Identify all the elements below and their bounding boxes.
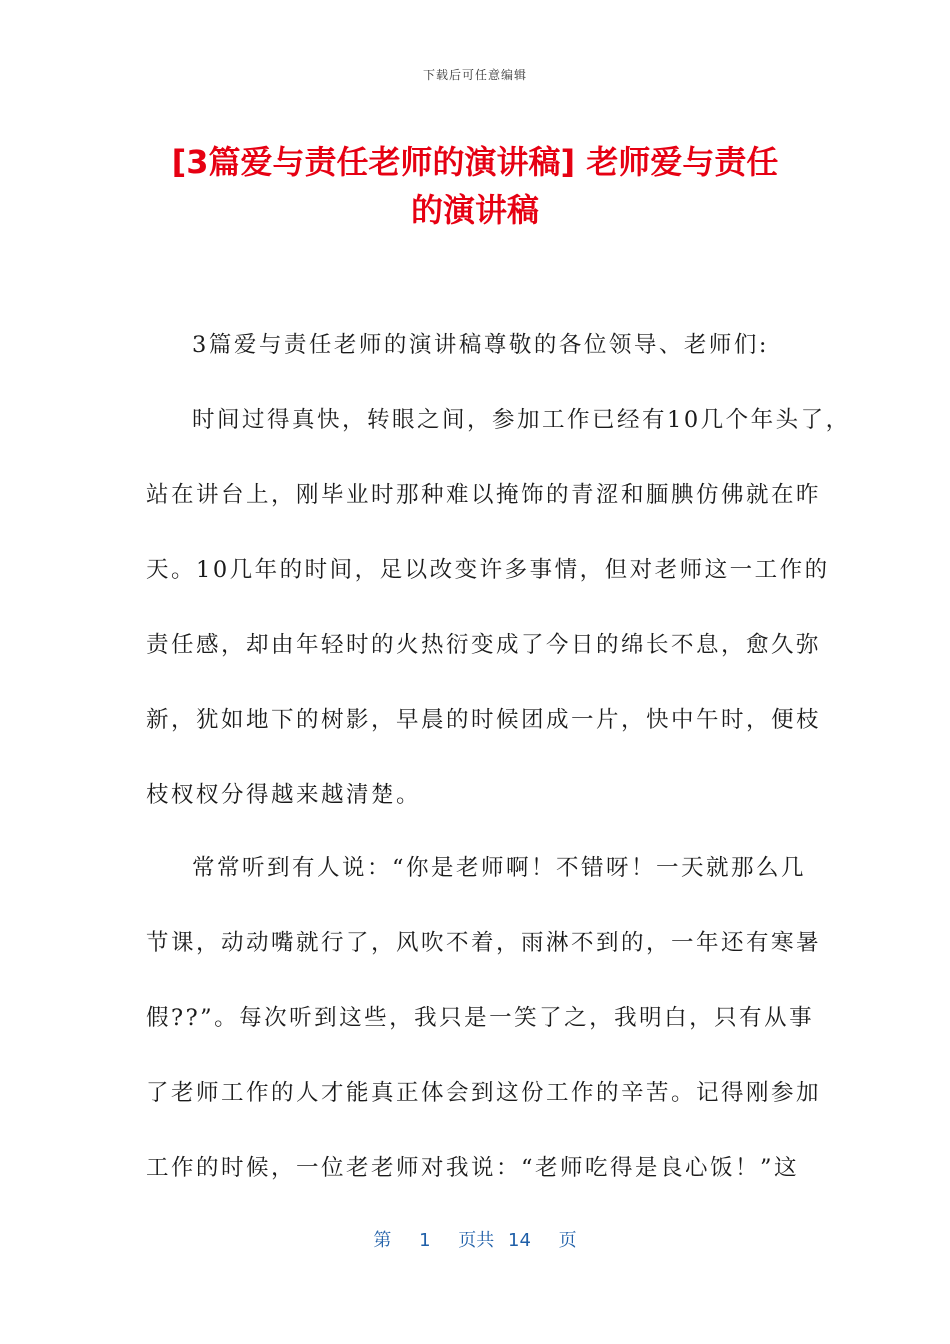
page-footer	[0, 1226, 950, 1252]
body-line: 常常听到有人说：“你是老师啊！不错呀！一天就那么几	[192, 855, 807, 881]
header-note: 下载后可任意编辑	[422, 68, 527, 82]
title-line-2: 的演讲稿	[410, 191, 539, 229]
body-line: 时间过得真快，转眼之间，参加工作已经有10几个年头了，	[192, 407, 851, 433]
body-line: 假??”。每次听到这些，我只是一笑了之，我明白，只有从事	[146, 1005, 815, 1031]
page-suffix: 页	[558, 1230, 577, 1251]
body-line: 责任感，却由年轻时的火热衍变成了今日的绵长不息，愈久弥	[146, 632, 822, 658]
title-line-1: [3篇爱与责任老师的演讲稿] 老师爱与责任	[171, 143, 779, 181]
page-prefix: 第	[373, 1230, 392, 1251]
total-pages-number: 14	[508, 1230, 531, 1251]
document-title	[120, 138, 830, 234]
body-line: 枝杈杈分得越来越清楚。	[146, 782, 422, 808]
body-line: 站在讲台上，刚毕业时那种难以掩饰的青涩和腼腆仿佛就在昨	[146, 482, 822, 508]
page-mid-label: 页共	[458, 1230, 495, 1251]
body-line: 节课，动动嘴就行了，风吹不着，雨淋不到的，一年还有寒暑	[146, 930, 822, 956]
body-line: 新，犹如地下的树影，早晨的时候团成一片，快中午时，便枝	[146, 707, 822, 733]
body-line: 3篇爱与责任老师的演讲稿尊敬的各位领导、老师们:	[192, 332, 769, 358]
body-line: 工作的时候，一位老老师对我说：“老师吃得是良心饭！”这	[146, 1155, 800, 1181]
current-page-number: 1	[419, 1230, 431, 1251]
body-line: 了老师工作的人才能真正体会到这份工作的辛苦。记得刚参加	[146, 1080, 822, 1106]
body-line: 天。10几年的时间，足以改变许多事情，但对老师这一工作的	[146, 557, 830, 583]
